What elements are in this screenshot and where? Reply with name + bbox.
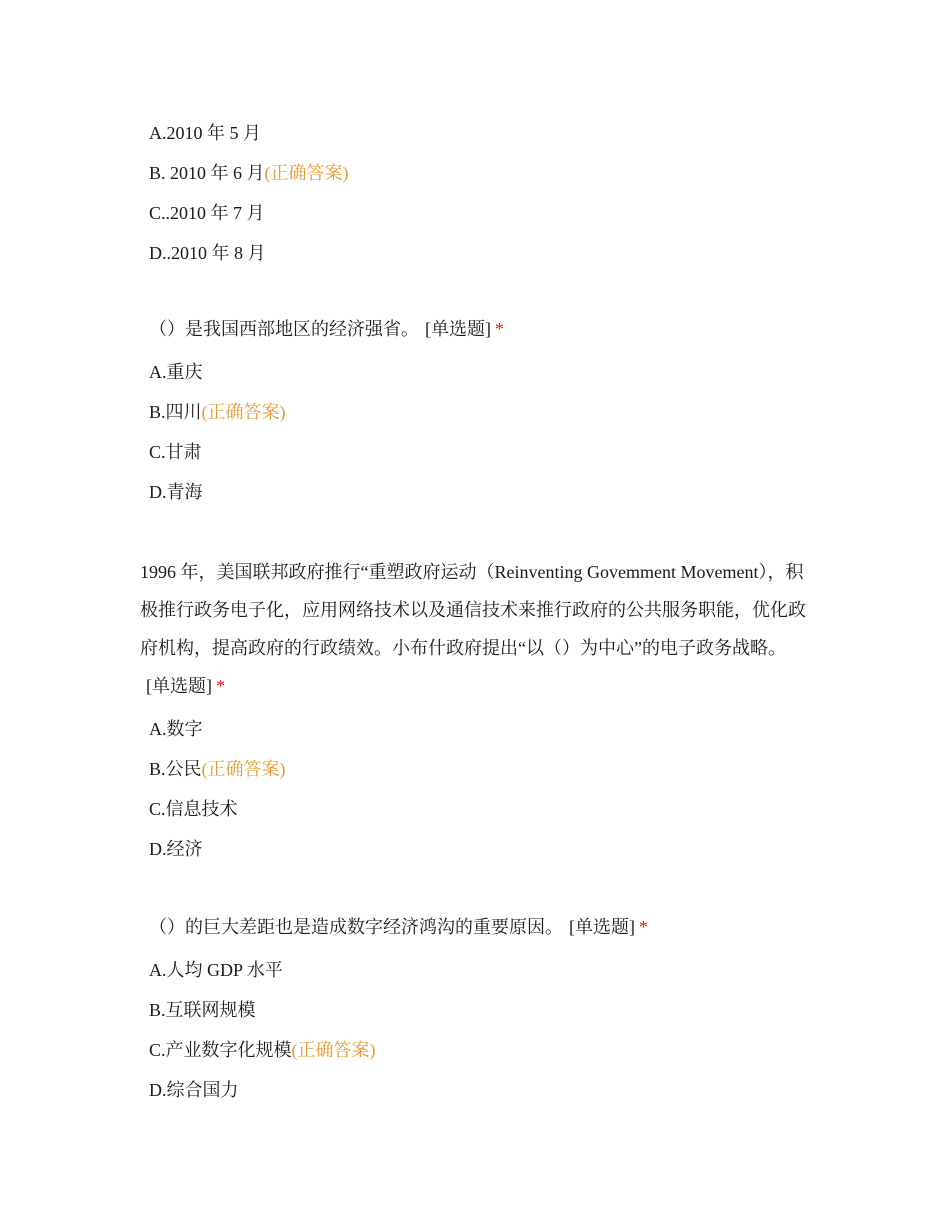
question-block-2 <box>140 310 810 512</box>
option-c[interactable] <box>140 1030 810 1070</box>
question-stem: （）是我国西部地区的经济强省。 <box>149 319 419 339</box>
option-d[interactable] <box>140 1070 810 1110</box>
required-mark: * <box>639 917 648 937</box>
option-c[interactable] <box>140 193 810 233</box>
question-type-label: [单选题] <box>425 319 491 339</box>
option-label: B. 2010 年 6 月 <box>149 163 265 183</box>
option-label: D.青海 <box>149 482 203 502</box>
option-a[interactable] <box>140 113 810 153</box>
correct-answer-tag: (正确答案) <box>291 1040 376 1060</box>
option-a[interactable] <box>140 709 810 749</box>
question-block-4 <box>140 908 810 1110</box>
option-label: A.人均 GDP 水平 <box>149 960 283 980</box>
option-label: A.数字 <box>149 719 203 739</box>
option-label: B.公民 <box>149 759 202 779</box>
option-label: B.四川 <box>149 402 202 422</box>
question-stem: （）的巨大差距也是造成数字经济鸿沟的重要原因。 <box>149 917 563 937</box>
question-text <box>140 553 810 705</box>
question-type-label: [单选题] <box>146 676 212 696</box>
question-stem: 1996 年，美国联邦政府推行“重塑政府运动（Reinventing Govemment Movement），积极推行政务电子化，应用网络技术以及通信技术来推行政府的公共服务职能，优化政府机构，提高政府的行政绩效。小布什政府提出“以（）为中心”的电子政务战略。 <box>140 562 806 658</box>
question-text <box>140 908 810 946</box>
option-b[interactable] <box>140 392 810 432</box>
required-mark: * <box>216 676 225 696</box>
option-d[interactable] <box>140 829 810 869</box>
option-c[interactable] <box>140 789 810 829</box>
option-label: D.综合国力 <box>149 1080 239 1100</box>
option-label: D.经济 <box>149 839 203 859</box>
option-label: C.产业数字化规模 <box>149 1040 292 1060</box>
question-type-label: [单选题] <box>569 917 635 937</box>
option-label: B.互联网规模 <box>149 1000 256 1020</box>
option-label: C.信息技术 <box>149 799 238 819</box>
required-mark: * <box>495 319 504 339</box>
option-label: A.2010 年 5 月 <box>149 123 261 143</box>
correct-answer-tag: (正确答案) <box>201 402 286 422</box>
option-b[interactable] <box>140 990 810 1030</box>
option-d[interactable] <box>140 233 810 273</box>
question-block-3 <box>140 553 810 869</box>
option-a[interactable] <box>140 950 810 990</box>
option-label: C..2010 年 7 月 <box>149 203 265 223</box>
question-block-1 <box>140 113 810 273</box>
question-text <box>140 310 810 348</box>
option-b[interactable] <box>140 153 810 193</box>
correct-answer-tag: (正确答案) <box>201 759 286 779</box>
option-label: A.重庆 <box>149 362 203 382</box>
option-d[interactable] <box>140 472 810 512</box>
option-b[interactable] <box>140 749 810 789</box>
correct-answer-tag: (正确答案) <box>264 163 349 183</box>
option-label: D..2010 年 8 月 <box>149 243 266 263</box>
option-label: C.甘肃 <box>149 442 202 462</box>
option-c[interactable] <box>140 432 810 472</box>
option-a[interactable] <box>140 352 810 392</box>
